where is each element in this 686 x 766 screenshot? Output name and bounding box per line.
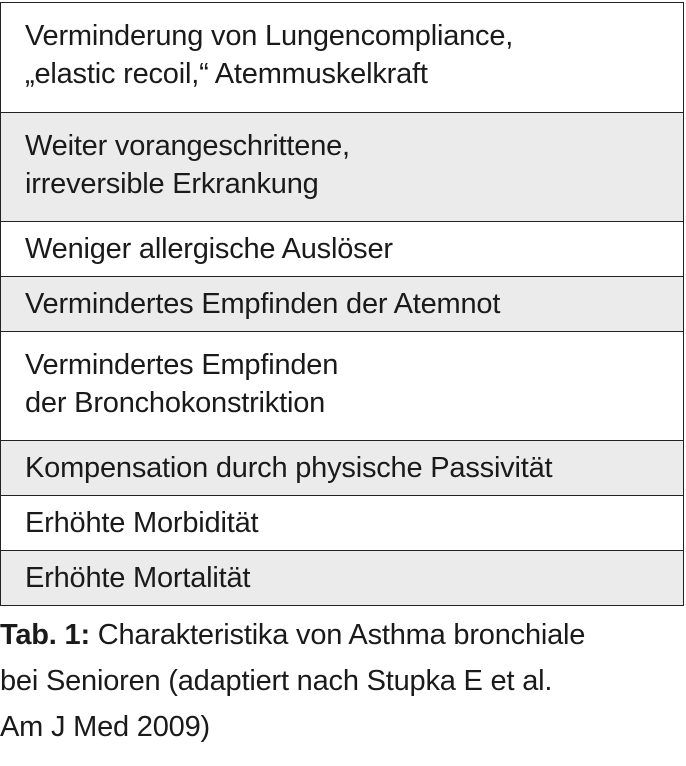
table-cell-text: Erhöhte Mortalität [25,562,251,594]
caption-line-1 [0,612,684,658]
caption-line-3: Am J Med 2009) [0,711,210,743]
table-cell-text: Verminderung von Lungencompliance, [25,20,514,52]
table-cell-text: Vermindertes Empfinden der Atemnot [25,288,501,320]
table-row [1,495,683,550]
table-row [1,550,683,605]
table-cell-text: Kompensation durch physische Passivität [25,452,553,484]
table-row [1,440,683,495]
table-row [1,221,683,276]
table-cell-text: Vermindertes Empfinden [25,349,339,381]
table-cell-text: der Bronchokonstriktion [25,387,326,419]
caption-label: Tab. 1: [0,619,90,651]
table-row [1,331,683,440]
table-cell-text: Erhöhte Morbidität [25,507,259,539]
table-row [1,3,683,112]
table-cell-text: Weniger allergische Auslöser [25,233,393,265]
table-row [1,276,683,331]
caption-line-2: bei Senioren (adaptiert nach Stupka E et al. [0,665,553,697]
table-cell-text: irreversible Erkrankung [25,168,319,200]
caption-text: Charakteristika von Asthma bronchiale [97,619,586,651]
characteristics-table [0,2,684,606]
table-cell-text: Weiter vorangeschrittene, [25,130,350,162]
table-cell-text: „elastic recoil,“ Atemmuskelkraft [25,58,428,90]
table-row [1,112,683,221]
table-caption [0,612,684,750]
